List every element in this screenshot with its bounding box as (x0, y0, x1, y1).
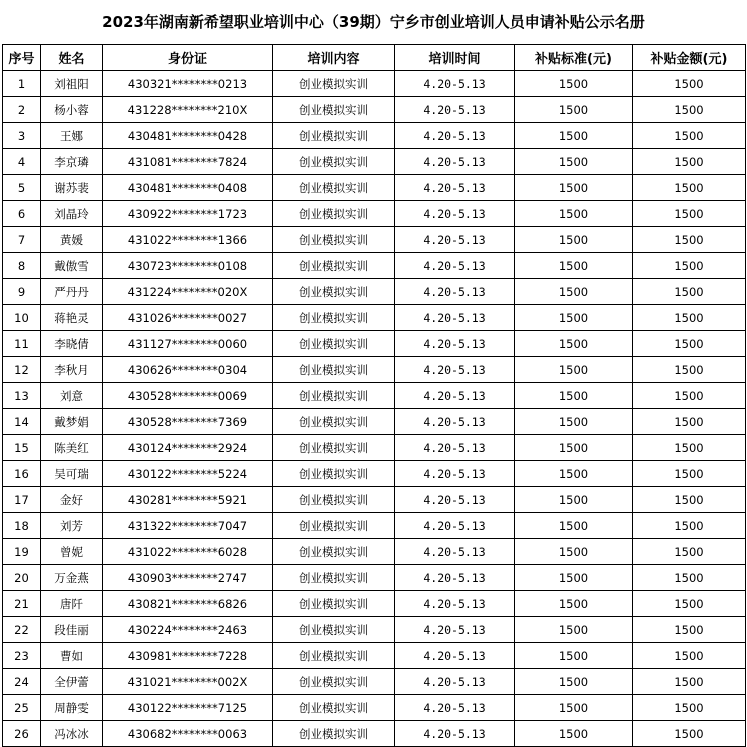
cell-index: 23 (3, 643, 41, 669)
cell-id-card: 430682********0063 (103, 721, 273, 747)
cell-subsidy-standard: 1500 (515, 461, 633, 487)
cell-training-time: 4.20-5.13 (395, 461, 515, 487)
cell-subsidy-amount: 1500 (633, 201, 746, 227)
table-row (3, 383, 746, 409)
cell-subsidy-amount: 1500 (633, 71, 746, 97)
cell-index: 8 (3, 253, 41, 279)
cell-training-content: 创业模拟实训 (273, 539, 395, 565)
table-row (3, 149, 746, 175)
cell-index: 26 (3, 721, 41, 747)
cell-name: 李晓倩 (41, 331, 103, 357)
cell-name: 黄媛 (41, 227, 103, 253)
cell-subsidy-standard: 1500 (515, 253, 633, 279)
header-training-content: 培训内容 (273, 45, 395, 71)
cell-training-time: 4.20-5.13 (395, 435, 515, 461)
table-row (3, 175, 746, 201)
cell-name: 刘芳 (41, 513, 103, 539)
cell-subsidy-standard: 1500 (515, 409, 633, 435)
cell-id-card: 431022********1366 (103, 227, 273, 253)
cell-training-time: 4.20-5.13 (395, 201, 515, 227)
cell-id-card: 430124********2924 (103, 435, 273, 461)
cell-training-content: 创业模拟实训 (273, 279, 395, 305)
cell-subsidy-standard: 1500 (515, 591, 633, 617)
cell-subsidy-standard: 1500 (515, 279, 633, 305)
cell-id-card: 431081********7824 (103, 149, 273, 175)
cell-training-time: 4.20-5.13 (395, 721, 515, 747)
cell-subsidy-amount: 1500 (633, 435, 746, 461)
cell-name: 金好 (41, 487, 103, 513)
cell-id-card: 430321********0213 (103, 71, 273, 97)
cell-subsidy-amount: 1500 (633, 253, 746, 279)
cell-id-card: 431127********0060 (103, 331, 273, 357)
cell-training-time: 4.20-5.13 (395, 383, 515, 409)
table-row (3, 227, 746, 253)
cell-id-card: 430481********0428 (103, 123, 273, 149)
cell-training-content: 创业模拟实训 (273, 695, 395, 721)
cell-index: 25 (3, 695, 41, 721)
cell-subsidy-standard: 1500 (515, 331, 633, 357)
cell-name: 戴梦娟 (41, 409, 103, 435)
cell-name: 刘意 (41, 383, 103, 409)
cell-id-card: 430481********0408 (103, 175, 273, 201)
cell-id-card: 431322********7047 (103, 513, 273, 539)
cell-index: 1 (3, 71, 41, 97)
cell-subsidy-standard: 1500 (515, 669, 633, 695)
cell-training-time: 4.20-5.13 (395, 539, 515, 565)
cell-training-time: 4.20-5.13 (395, 175, 515, 201)
cell-subsidy-standard: 1500 (515, 721, 633, 747)
cell-subsidy-amount: 1500 (633, 383, 746, 409)
cell-subsidy-standard: 1500 (515, 305, 633, 331)
cell-index: 9 (3, 279, 41, 305)
cell-subsidy-amount: 1500 (633, 409, 746, 435)
cell-name: 杨小蓉 (41, 97, 103, 123)
cell-subsidy-amount: 1500 (633, 305, 746, 331)
cell-subsidy-amount: 1500 (633, 97, 746, 123)
cell-training-content: 创业模拟实训 (273, 149, 395, 175)
cell-index: 20 (3, 565, 41, 591)
cell-id-card: 430528********7369 (103, 409, 273, 435)
cell-training-time: 4.20-5.13 (395, 565, 515, 591)
cell-subsidy-standard: 1500 (515, 383, 633, 409)
table-row (3, 409, 746, 435)
cell-name: 李秋月 (41, 357, 103, 383)
cell-id-card: 431026********0027 (103, 305, 273, 331)
table-row (3, 97, 746, 123)
cell-name: 谢苏裴 (41, 175, 103, 201)
cell-training-content: 创业模拟实训 (273, 461, 395, 487)
cell-subsidy-standard: 1500 (515, 123, 633, 149)
cell-training-time: 4.20-5.13 (395, 409, 515, 435)
cell-subsidy-amount: 1500 (633, 565, 746, 591)
cell-training-time: 4.20-5.13 (395, 331, 515, 357)
cell-training-time: 4.20-5.13 (395, 643, 515, 669)
header-subsidy-amount: 补贴金额(元) (633, 45, 746, 71)
cell-training-content: 创业模拟实训 (273, 591, 395, 617)
table-row (3, 435, 746, 461)
cell-id-card: 431021********002X (103, 669, 273, 695)
cell-subsidy-amount: 1500 (633, 539, 746, 565)
cell-training-content: 创业模拟实训 (273, 331, 395, 357)
subsidy-table (2, 44, 746, 747)
cell-subsidy-standard: 1500 (515, 617, 633, 643)
cell-subsidy-standard: 1500 (515, 201, 633, 227)
table-row (3, 591, 746, 617)
cell-training-content: 创业模拟实训 (273, 305, 395, 331)
cell-subsidy-amount: 1500 (633, 175, 746, 201)
cell-id-card: 431224********020X (103, 279, 273, 305)
cell-training-content: 创业模拟实训 (273, 669, 395, 695)
cell-training-time: 4.20-5.13 (395, 591, 515, 617)
table-row (3, 617, 746, 643)
cell-training-time: 4.20-5.13 (395, 617, 515, 643)
cell-training-content: 创业模拟实训 (273, 383, 395, 409)
cell-index: 5 (3, 175, 41, 201)
table-row (3, 123, 746, 149)
cell-training-content: 创业模拟实训 (273, 201, 395, 227)
cell-training-content: 创业模拟实训 (273, 71, 395, 97)
cell-id-card: 430903********2747 (103, 565, 273, 591)
cell-id-card: 430723********0108 (103, 253, 273, 279)
cell-training-content: 创业模拟实训 (273, 227, 395, 253)
table-row (3, 513, 746, 539)
cell-name: 陈美红 (41, 435, 103, 461)
cell-id-card: 430224********2463 (103, 617, 273, 643)
cell-training-time: 4.20-5.13 (395, 669, 515, 695)
cell-index: 6 (3, 201, 41, 227)
cell-subsidy-amount: 1500 (633, 279, 746, 305)
cell-subsidy-amount: 1500 (633, 123, 746, 149)
cell-id-card: 430821********6826 (103, 591, 273, 617)
cell-name: 曾妮 (41, 539, 103, 565)
cell-training-content: 创业模拟实训 (273, 565, 395, 591)
cell-training-content: 创业模拟实训 (273, 721, 395, 747)
cell-subsidy-amount: 1500 (633, 591, 746, 617)
cell-training-content: 创业模拟实训 (273, 409, 395, 435)
cell-name: 蒋艳灵 (41, 305, 103, 331)
cell-training-time: 4.20-5.13 (395, 123, 515, 149)
table-row (3, 253, 746, 279)
cell-subsidy-amount: 1500 (633, 669, 746, 695)
cell-name: 王娜 (41, 123, 103, 149)
cell-training-content: 创业模拟实训 (273, 643, 395, 669)
cell-index: 16 (3, 461, 41, 487)
cell-training-time: 4.20-5.13 (395, 487, 515, 513)
cell-training-content: 创业模拟实训 (273, 513, 395, 539)
cell-id-card: 430122********5224 (103, 461, 273, 487)
cell-training-content: 创业模拟实训 (273, 617, 395, 643)
table-row (3, 201, 746, 227)
cell-index: 13 (3, 383, 41, 409)
header-row (3, 45, 746, 71)
cell-name: 唐阡 (41, 591, 103, 617)
table-row (3, 331, 746, 357)
cell-subsidy-standard: 1500 (515, 149, 633, 175)
table-row (3, 279, 746, 305)
cell-training-time: 4.20-5.13 (395, 513, 515, 539)
cell-subsidy-amount: 1500 (633, 643, 746, 669)
table-row (3, 487, 746, 513)
cell-training-time: 4.20-5.13 (395, 357, 515, 383)
cell-id-card: 430281********5921 (103, 487, 273, 513)
cell-subsidy-standard: 1500 (515, 175, 633, 201)
cell-index: 4 (3, 149, 41, 175)
cell-name: 李京璘 (41, 149, 103, 175)
cell-name: 吴可瑞 (41, 461, 103, 487)
cell-index: 24 (3, 669, 41, 695)
cell-index: 21 (3, 591, 41, 617)
cell-training-content: 创业模拟实训 (273, 97, 395, 123)
table-row (3, 71, 746, 97)
cell-index: 22 (3, 617, 41, 643)
cell-subsidy-standard: 1500 (515, 71, 633, 97)
table-row (3, 721, 746, 747)
cell-subsidy-standard: 1500 (515, 487, 633, 513)
cell-subsidy-amount: 1500 (633, 513, 746, 539)
header-name: 姓名 (41, 45, 103, 71)
cell-subsidy-amount: 1500 (633, 721, 746, 747)
cell-index: 12 (3, 357, 41, 383)
cell-id-card: 431022********6028 (103, 539, 273, 565)
cell-name: 周静雯 (41, 695, 103, 721)
cell-subsidy-amount: 1500 (633, 227, 746, 253)
table-row (3, 461, 746, 487)
header-index: 序号 (3, 45, 41, 71)
cell-subsidy-standard: 1500 (515, 227, 633, 253)
cell-subsidy-amount: 1500 (633, 461, 746, 487)
table-row (3, 669, 746, 695)
cell-index: 2 (3, 97, 41, 123)
cell-training-content: 创业模拟实训 (273, 487, 395, 513)
cell-index: 14 (3, 409, 41, 435)
cell-name: 冯冰冰 (41, 721, 103, 747)
cell-id-card: 430528********0069 (103, 383, 273, 409)
table-row (3, 305, 746, 331)
cell-subsidy-amount: 1500 (633, 149, 746, 175)
cell-subsidy-standard: 1500 (515, 357, 633, 383)
cell-name: 曹如 (41, 643, 103, 669)
table-row (3, 539, 746, 565)
cell-index: 7 (3, 227, 41, 253)
cell-training-content: 创业模拟实训 (273, 123, 395, 149)
cell-training-time: 4.20-5.13 (395, 279, 515, 305)
cell-name: 刘晶玲 (41, 201, 103, 227)
cell-id-card: 430922********1723 (103, 201, 273, 227)
cell-index: 11 (3, 331, 41, 357)
header-training-time: 培训时间 (395, 45, 515, 71)
cell-subsidy-amount: 1500 (633, 331, 746, 357)
cell-training-time: 4.20-5.13 (395, 253, 515, 279)
cell-name: 段佳丽 (41, 617, 103, 643)
cell-subsidy-standard: 1500 (515, 513, 633, 539)
table-row (3, 357, 746, 383)
cell-id-card: 430626********0304 (103, 357, 273, 383)
document-title: 2023年湖南新希望职业培训中心（39期）宁乡市创业培训人员申请补贴公示名册 (102, 13, 645, 31)
cell-training-content: 创业模拟实训 (273, 357, 395, 383)
cell-subsidy-standard: 1500 (515, 97, 633, 123)
cell-subsidy-standard: 1500 (515, 435, 633, 461)
cell-name: 戴傲雪 (41, 253, 103, 279)
cell-training-time: 4.20-5.13 (395, 695, 515, 721)
cell-training-time: 4.20-5.13 (395, 97, 515, 123)
cell-subsidy-amount: 1500 (633, 487, 746, 513)
cell-subsidy-standard: 1500 (515, 539, 633, 565)
cell-index: 3 (3, 123, 41, 149)
cell-training-content: 创业模拟实训 (273, 435, 395, 461)
cell-training-time: 4.20-5.13 (395, 71, 515, 97)
cell-training-time: 4.20-5.13 (395, 305, 515, 331)
cell-id-card: 430122********7125 (103, 695, 273, 721)
table-body (3, 71, 746, 747)
cell-subsidy-standard: 1500 (515, 695, 633, 721)
cell-training-time: 4.20-5.13 (395, 227, 515, 253)
cell-index: 15 (3, 435, 41, 461)
table-row (3, 695, 746, 721)
cell-subsidy-standard: 1500 (515, 565, 633, 591)
table-row (3, 643, 746, 669)
cell-subsidy-amount: 1500 (633, 357, 746, 383)
header-subsidy-standard: 补贴标准(元) (515, 45, 633, 71)
table-row (3, 565, 746, 591)
cell-training-content: 创业模拟实训 (273, 253, 395, 279)
cell-index: 17 (3, 487, 41, 513)
cell-index: 10 (3, 305, 41, 331)
header-id-card: 身份证 (103, 45, 273, 71)
cell-index: 18 (3, 513, 41, 539)
cell-index: 19 (3, 539, 41, 565)
cell-name: 刘祖阳 (41, 71, 103, 97)
cell-subsidy-amount: 1500 (633, 617, 746, 643)
cell-name: 严丹丹 (41, 279, 103, 305)
cell-subsidy-standard: 1500 (515, 643, 633, 669)
cell-name: 万金燕 (41, 565, 103, 591)
cell-training-time: 4.20-5.13 (395, 149, 515, 175)
cell-subsidy-amount: 1500 (633, 695, 746, 721)
cell-id-card: 431228********210X (103, 97, 273, 123)
cell-training-content: 创业模拟实训 (273, 175, 395, 201)
cell-id-card: 430981********7228 (103, 643, 273, 669)
cell-name: 全伊蕾 (41, 669, 103, 695)
